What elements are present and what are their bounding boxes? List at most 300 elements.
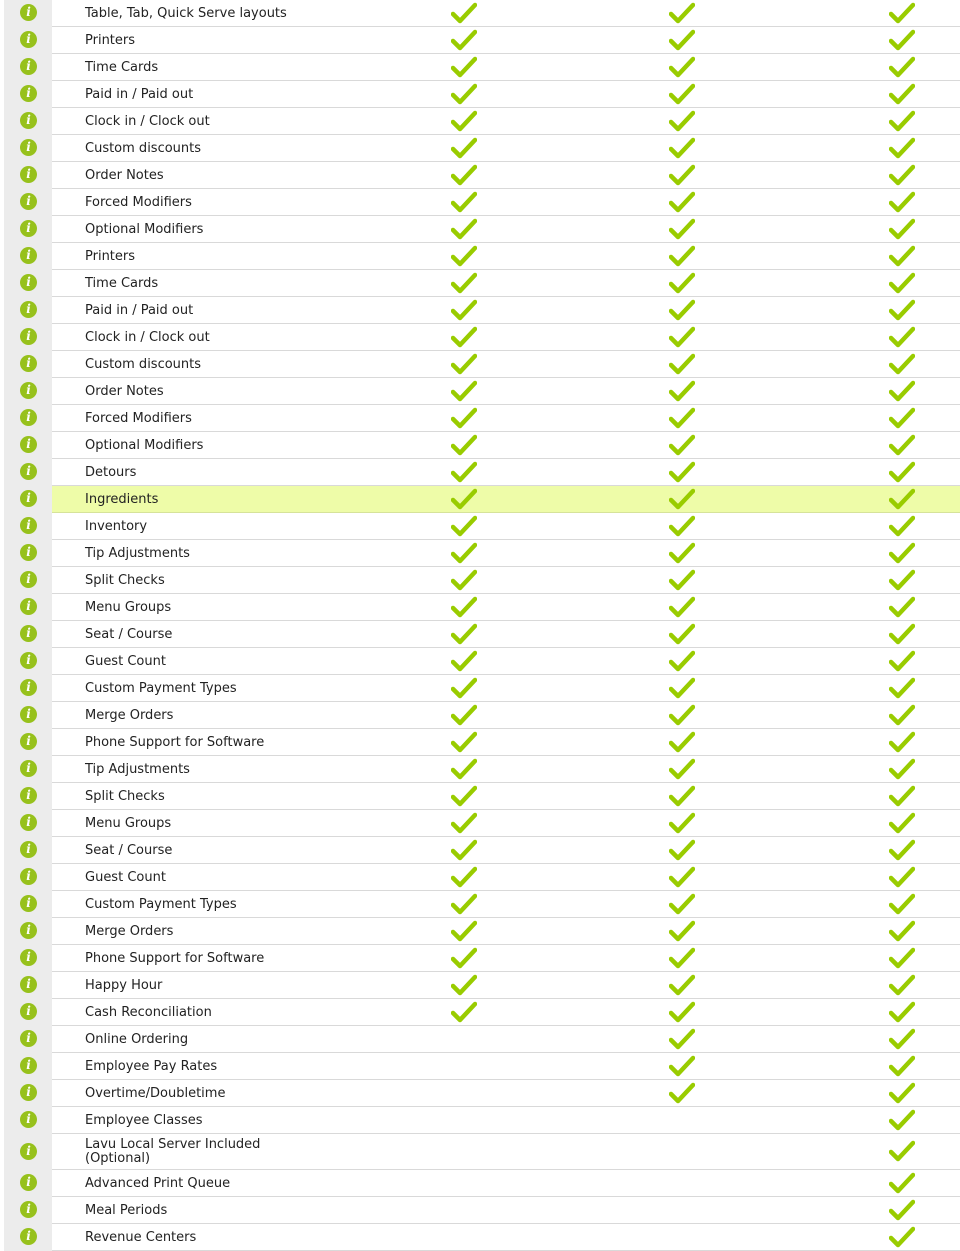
check-icon (669, 812, 697, 834)
check-icon (889, 542, 917, 564)
check-icon (451, 1001, 479, 1023)
check-icon (669, 974, 697, 996)
check-icon (451, 947, 479, 969)
info-icon[interactable]: i (20, 58, 37, 75)
feature-cell (52, 864, 960, 891)
feature-row (0, 405, 960, 432)
feature-cell (52, 378, 960, 405)
check-icon (451, 110, 479, 132)
feature-row (0, 675, 960, 702)
check-icon (889, 380, 917, 402)
check-icon (889, 326, 917, 348)
check-icon (451, 245, 479, 267)
check-icon (889, 164, 917, 186)
info-icon[interactable]: i (20, 760, 37, 777)
info-icon[interactable]: i (20, 787, 37, 804)
check-icon (889, 218, 917, 240)
info-icon[interactable]: i (20, 463, 37, 480)
check-icon (451, 920, 479, 942)
info-icon[interactable]: i (20, 301, 37, 318)
info-icon-cell (4, 108, 52, 135)
check-icon (669, 677, 697, 699)
feature-label: Ingredients (85, 492, 159, 507)
check-icon (451, 731, 479, 753)
feature-label: Revenue Centers (85, 1230, 197, 1245)
feature-label: Clock in / Clock out (85, 330, 210, 345)
check-icon (889, 1028, 917, 1050)
check-icon (451, 29, 479, 51)
info-icon-cell (4, 324, 52, 351)
info-icon[interactable]: i (20, 4, 37, 21)
feature-label: Phone Support for Software (85, 735, 265, 750)
feature-row (0, 378, 960, 405)
info-icon[interactable]: i (20, 220, 37, 237)
feature-row (0, 729, 960, 756)
feature-label: Seat / Course (85, 843, 173, 858)
info-icon-cell (4, 1053, 52, 1080)
info-icon[interactable]: i (20, 1030, 37, 1047)
feature-cell (52, 108, 960, 135)
check-icon (889, 110, 917, 132)
info-icon[interactable]: i (20, 1057, 37, 1074)
info-icon[interactable]: i (20, 814, 37, 831)
info-icon-cell (4, 351, 52, 378)
info-icon-cell (4, 27, 52, 54)
feature-label: Table, Tab, Quick Serve layouts (85, 6, 287, 21)
check-icon (451, 407, 479, 429)
feature-row (0, 54, 960, 81)
check-icon (669, 704, 697, 726)
info-icon-cell (4, 486, 52, 513)
feature-label: Guest Count (85, 654, 166, 669)
feature-row (0, 162, 960, 189)
feature-row (0, 540, 960, 567)
check-icon (451, 893, 479, 915)
check-icon (451, 488, 479, 510)
check-icon (669, 29, 697, 51)
info-icon-cell (4, 675, 52, 702)
info-icon[interactable]: i (20, 1003, 37, 1020)
feature-label: Seat / Course (85, 627, 173, 642)
info-icon[interactable]: i (20, 652, 37, 669)
check-icon (889, 407, 917, 429)
check-icon (669, 731, 697, 753)
info-icon[interactable]: i (20, 355, 37, 372)
feature-label: Employee Classes (85, 1113, 203, 1128)
check-icon (451, 839, 479, 861)
info-icon-cell (4, 1026, 52, 1053)
info-icon[interactable]: i (20, 1174, 37, 1191)
check-icon (669, 542, 697, 564)
feature-label: Forced Modifiers (85, 411, 192, 426)
info-icon-cell (4, 162, 52, 189)
feature-label: Inventory (85, 519, 148, 534)
info-icon[interactable]: i (20, 139, 37, 156)
check-icon (669, 866, 697, 888)
check-icon (669, 515, 697, 537)
feature-label: Time Cards (85, 60, 159, 75)
check-icon (451, 83, 479, 105)
check-icon (669, 434, 697, 456)
check-icon (669, 920, 697, 942)
feature-row (0, 891, 960, 918)
feature-cell (52, 81, 960, 108)
check-icon (451, 596, 479, 618)
info-icon-cell (4, 432, 52, 459)
info-icon[interactable]: i (20, 166, 37, 183)
info-icon-cell (4, 567, 52, 594)
feature-label: Tip Adjustments (85, 762, 190, 777)
info-icon[interactable]: i (20, 625, 37, 642)
check-icon (451, 272, 479, 294)
check-icon (889, 569, 917, 591)
check-icon (889, 245, 917, 267)
info-icon[interactable]: i (20, 409, 37, 426)
info-icon[interactable]: i (20, 679, 37, 696)
info-icon-cell (4, 810, 52, 837)
info-icon-cell (4, 891, 52, 918)
info-icon[interactable]: i (20, 328, 37, 345)
feature-label: Forced Modifiers (85, 195, 192, 210)
check-icon (669, 2, 697, 24)
feature-cell (52, 783, 960, 810)
info-icon-cell (4, 945, 52, 972)
check-icon (889, 677, 917, 699)
info-icon[interactable]: i (20, 976, 37, 993)
info-icon[interactable]: i (20, 868, 37, 885)
check-icon (451, 353, 479, 375)
info-icon[interactable]: i (20, 895, 37, 912)
feature-row (0, 486, 960, 513)
info-icon-cell (4, 378, 52, 405)
feature-row (0, 216, 960, 243)
check-icon (451, 785, 479, 807)
check-icon (451, 56, 479, 78)
feature-row (0, 1134, 960, 1170)
info-icon-cell (4, 864, 52, 891)
check-icon (669, 623, 697, 645)
check-icon (451, 623, 479, 645)
info-icon[interactable]: i (20, 1201, 37, 1218)
check-icon (889, 1082, 917, 1104)
check-icon (669, 299, 697, 321)
check-icon (669, 650, 697, 672)
feature-label: Cash Reconciliation (85, 1005, 212, 1020)
feature-label: Menu Groups (85, 816, 172, 831)
check-icon (451, 137, 479, 159)
check-icon (669, 191, 697, 213)
feature-label: Phone Support for Software (85, 951, 265, 966)
check-icon (669, 137, 697, 159)
feature-cell (52, 189, 960, 216)
check-icon (889, 758, 917, 780)
feature-row (0, 243, 960, 270)
feature-cell (52, 891, 960, 918)
feature-label: Meal Periods (85, 1203, 168, 1218)
feature-cell (52, 0, 960, 27)
info-icon[interactable]: i (20, 85, 37, 102)
check-icon (669, 893, 697, 915)
info-icon-cell (4, 837, 52, 864)
feature-label: Overtime/Doubletime (85, 1086, 226, 1101)
feature-row (0, 1053, 960, 1080)
feature-label: Clock in / Clock out (85, 114, 210, 129)
check-icon (889, 434, 917, 456)
feature-cell (52, 1053, 960, 1080)
info-icon-cell (4, 270, 52, 297)
feature-row (0, 1107, 960, 1134)
feature-label: Printers (85, 33, 136, 48)
info-icon[interactable]: i (20, 922, 37, 939)
info-icon-cell (4, 540, 52, 567)
feature-label: Guest Count (85, 870, 166, 885)
check-icon (889, 839, 917, 861)
check-icon (669, 353, 697, 375)
check-icon (889, 1172, 917, 1194)
check-icon (451, 2, 479, 24)
feature-row (0, 1197, 960, 1224)
info-icon-cell (4, 729, 52, 756)
feature-label: Split Checks (85, 573, 165, 588)
feature-cell (52, 945, 960, 972)
info-icon[interactable]: i (20, 733, 37, 750)
feature-row (0, 432, 960, 459)
feature-row (0, 513, 960, 540)
info-icon-cell (4, 0, 52, 27)
check-icon (889, 137, 917, 159)
feature-cell (52, 1170, 960, 1197)
info-icon[interactable]: i (20, 490, 37, 507)
feature-label: Order Notes (85, 384, 164, 399)
info-icon-cell (4, 459, 52, 486)
feature-cell (52, 54, 960, 81)
check-icon (889, 596, 917, 618)
info-icon-cell (4, 621, 52, 648)
feature-cell (52, 594, 960, 621)
feature-cell (52, 405, 960, 432)
check-icon (669, 1055, 697, 1077)
check-icon (669, 758, 697, 780)
feature-label: Order Notes (85, 168, 164, 183)
feature-cell (52, 621, 960, 648)
check-icon (889, 1001, 917, 1023)
check-icon (451, 515, 479, 537)
feature-row (0, 567, 960, 594)
feature-cell (52, 918, 960, 945)
info-icon[interactable]: i (20, 517, 37, 534)
feature-cell (52, 1107, 960, 1134)
info-icon-cell (4, 648, 52, 675)
check-icon (889, 2, 917, 24)
info-icon-cell (4, 54, 52, 81)
check-icon (451, 812, 479, 834)
feature-row (0, 27, 960, 54)
feature-label: Menu Groups (85, 600, 172, 615)
feature-cell (52, 1080, 960, 1107)
feature-cell (52, 1224, 960, 1251)
info-icon[interactable]: i (20, 436, 37, 453)
check-icon (451, 704, 479, 726)
feature-label: Happy Hour (85, 978, 163, 993)
feature-cell (52, 756, 960, 783)
check-icon (669, 56, 697, 78)
feature-label: Custom Payment Types (85, 897, 237, 912)
feature-cell (52, 837, 960, 864)
check-icon (451, 434, 479, 456)
feature-row (0, 297, 960, 324)
info-icon-cell (4, 513, 52, 540)
check-icon (451, 191, 479, 213)
info-icon[interactable]: i (20, 112, 37, 129)
info-icon[interactable]: i (20, 841, 37, 858)
info-icon[interactable]: i (20, 1143, 37, 1160)
info-icon[interactable]: i (20, 382, 37, 399)
feature-row (0, 270, 960, 297)
feature-cell (52, 324, 960, 351)
check-icon (889, 1199, 917, 1221)
feature-label: Time Cards (85, 276, 159, 291)
feature-label: Split Checks (85, 789, 165, 804)
feature-label: Custom Payment Types (85, 681, 237, 696)
info-icon[interactable]: i (20, 544, 37, 561)
feature-cell (52, 27, 960, 54)
check-icon (669, 839, 697, 861)
info-icon-cell (4, 81, 52, 108)
feature-label: Optional Modifiers (85, 438, 204, 453)
feature-row (0, 648, 960, 675)
feature-row (0, 756, 960, 783)
feature-label: Custom discounts (85, 357, 202, 372)
info-icon[interactable]: i (20, 706, 37, 723)
feature-row (0, 972, 960, 999)
feature-label: Merge Orders (85, 924, 174, 939)
feature-row (0, 324, 960, 351)
check-icon (669, 947, 697, 969)
info-icon[interactable]: i (20, 1228, 37, 1245)
feature-row (0, 621, 960, 648)
check-icon (669, 569, 697, 591)
check-icon (669, 1082, 697, 1104)
check-icon (889, 191, 917, 213)
feature-row (0, 999, 960, 1026)
feature-row (0, 108, 960, 135)
check-icon (889, 1140, 917, 1162)
feature-cell (52, 567, 960, 594)
check-icon (451, 326, 479, 348)
feature-row (0, 1026, 960, 1053)
feature-label: Printers (85, 249, 136, 264)
feature-row (0, 1080, 960, 1107)
check-icon (669, 1001, 697, 1023)
check-icon (889, 812, 917, 834)
info-icon[interactable]: i (20, 193, 37, 210)
feature-row (0, 0, 960, 27)
check-icon (889, 353, 917, 375)
check-icon (889, 920, 917, 942)
check-icon (889, 974, 917, 996)
info-icon[interactable]: i (20, 247, 37, 264)
check-icon (451, 461, 479, 483)
feature-cell (52, 810, 960, 837)
feature-cell (52, 243, 960, 270)
feature-row (0, 459, 960, 486)
feature-label: Paid in / Paid out (85, 87, 194, 102)
feature-row (0, 189, 960, 216)
info-icon[interactable]: i (20, 1111, 37, 1128)
info-icon-cell (4, 918, 52, 945)
check-icon (451, 866, 479, 888)
feature-label: Merge Orders (85, 708, 174, 723)
check-icon (889, 893, 917, 915)
feature-row (0, 135, 960, 162)
info-icon-cell (4, 243, 52, 270)
feature-label: Advanced Print Queue (85, 1176, 231, 1191)
feature-label: Detours (85, 465, 137, 480)
check-icon (669, 1028, 697, 1050)
check-icon (451, 164, 479, 186)
check-icon (669, 164, 697, 186)
feature-cell (52, 1026, 960, 1053)
info-icon[interactable]: i (20, 31, 37, 48)
check-icon (669, 218, 697, 240)
check-icon (889, 704, 917, 726)
info-icon-cell (4, 702, 52, 729)
feature-cell (52, 459, 960, 486)
check-icon (889, 515, 917, 537)
check-icon (889, 1226, 917, 1248)
feature-label: Custom discounts (85, 141, 202, 156)
feature-cell (52, 297, 960, 324)
feature-label: Lavu Local Server Included (Optional) (85, 1137, 261, 1166)
feature-row (0, 1170, 960, 1197)
info-icon-cell (4, 999, 52, 1026)
check-icon (669, 380, 697, 402)
feature-row (0, 945, 960, 972)
check-icon (451, 299, 479, 321)
feature-row (0, 1224, 960, 1251)
feature-cell (52, 432, 960, 459)
info-icon[interactable]: i (20, 571, 37, 588)
check-icon (669, 407, 697, 429)
check-icon (669, 272, 697, 294)
feature-row (0, 702, 960, 729)
check-icon (889, 947, 917, 969)
info-icon-cell (4, 216, 52, 243)
feature-row (0, 918, 960, 945)
feature-cell (52, 648, 960, 675)
check-icon (889, 731, 917, 753)
feature-cell (52, 1197, 960, 1224)
info-icon-cell (4, 135, 52, 162)
feature-row (0, 837, 960, 864)
info-icon-cell (4, 594, 52, 621)
info-icon[interactable]: i (20, 274, 37, 291)
info-icon[interactable]: i (20, 598, 37, 615)
info-icon[interactable]: i (20, 1084, 37, 1101)
check-icon (451, 380, 479, 402)
info-icon-cell (4, 1170, 52, 1197)
feature-label: Employee Pay Rates (85, 1059, 218, 1074)
check-icon (451, 542, 479, 564)
feature-cell (52, 486, 960, 513)
check-icon (669, 461, 697, 483)
feature-row (0, 81, 960, 108)
info-icon-cell (4, 783, 52, 810)
info-icon[interactable]: i (20, 949, 37, 966)
check-icon (889, 83, 917, 105)
check-icon (889, 56, 917, 78)
check-icon (451, 218, 479, 240)
